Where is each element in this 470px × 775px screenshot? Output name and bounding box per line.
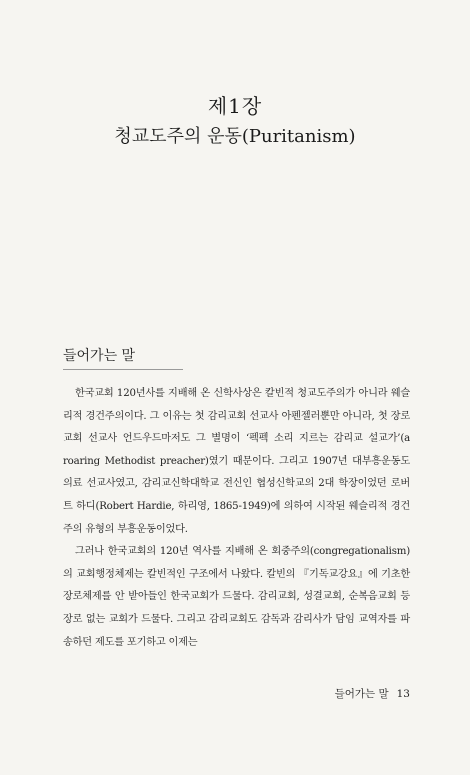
running-title: 들어가는 말 xyxy=(334,688,389,700)
paragraph: 그러나 한국교회의 120년 역사를 지배해 온 회중주의(congregationalism)의 교회행정체제는 칼빈적인 구조에서 나왔다. 칼빈의 『기독교강요』에 기초한 장로체제를 안 받아들인 한국교회가 드물다. 감리교회, 성결교회, 순복음교회 등 장로 없는 교회가 드물다. 그리고 감리교회도 감독과 감리사가 담임 교역자를 파송하던 제도를 포기하고 이제는 xyxy=(63,546,410,648)
page-footer xyxy=(300,686,410,701)
chapter-title: 청교도주의 운동(Puritanism) xyxy=(114,126,356,147)
body-text xyxy=(63,383,410,654)
page-number: 13 xyxy=(396,688,410,700)
chapter-label: 제1장 xyxy=(207,94,263,118)
paragraph: 한국교회 120년사를 지배해 온 신학사상은 칼빈적 청교도주의가 아니라 웨슬리적 경건주의이다. 그 이유는 첫 감리교회 선교사 아펜젤러뿐만 아니라, 첫 장로교회 선교사 언드우드마저도 그 별명이 ‘펙펙 소리 지르는 감리교 설교가’(a roaring Methodist preacher)였기 때문이다. 그리고 1907년 대부흥운동도 의료 선교사였고, 감리교신학대학교 전신인 협성신학교의 2대 학장이었던 로버트 하디(Robert Hardie, 하리영, 1865-1949)에 의하여 시작된 웨슬리적 경건주의 유형의 부흥운동이었다. xyxy=(63,388,410,535)
section-heading: 들어가는 말 xyxy=(63,345,183,370)
